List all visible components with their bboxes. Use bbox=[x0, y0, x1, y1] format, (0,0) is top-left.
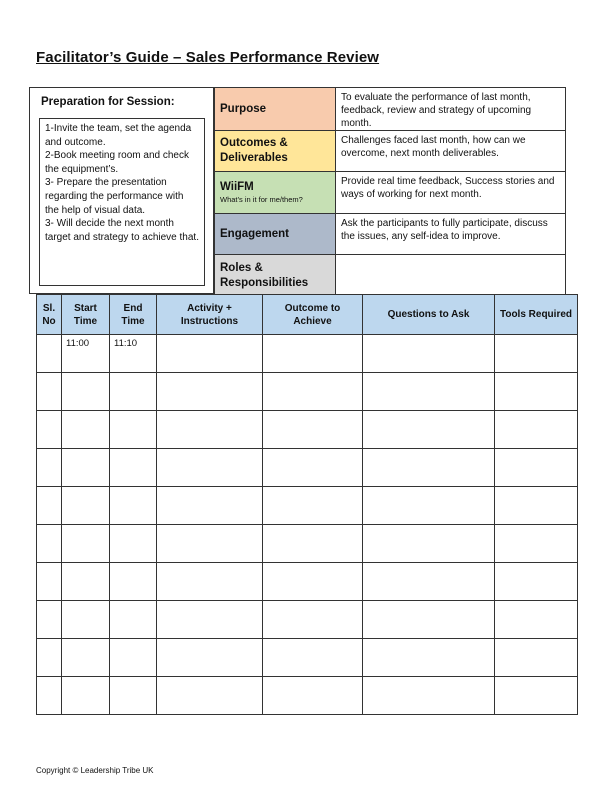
cell[interactable] bbox=[37, 639, 62, 677]
preparation-panel bbox=[29, 87, 214, 294]
cell[interactable] bbox=[157, 373, 263, 411]
cell[interactable] bbox=[495, 639, 578, 677]
cell[interactable] bbox=[37, 677, 62, 715]
start-time-cell[interactable]: 11:00 bbox=[62, 335, 110, 373]
cell[interactable] bbox=[62, 373, 110, 411]
info-row-engagement bbox=[215, 214, 566, 255]
cell[interactable] bbox=[157, 525, 263, 563]
outcomes-value: Challenges faced last month, how can we overcome, next month deliverables. bbox=[336, 131, 566, 172]
cell[interactable] bbox=[363, 677, 495, 715]
cell[interactable] bbox=[263, 411, 363, 449]
cell[interactable] bbox=[157, 487, 263, 525]
cell[interactable] bbox=[263, 677, 363, 715]
cell[interactable] bbox=[62, 449, 110, 487]
cell[interactable] bbox=[62, 411, 110, 449]
cell[interactable] bbox=[110, 601, 157, 639]
cell[interactable] bbox=[495, 411, 578, 449]
cell[interactable] bbox=[495, 601, 578, 639]
cell[interactable] bbox=[62, 487, 110, 525]
session-plan-table bbox=[36, 294, 578, 715]
page-title: Facilitator’s Guide – Sales Performance Review bbox=[36, 49, 380, 66]
cell[interactable] bbox=[363, 335, 495, 373]
cell[interactable] bbox=[495, 563, 578, 601]
cell[interactable] bbox=[37, 601, 62, 639]
cell[interactable] bbox=[37, 449, 62, 487]
cell[interactable] bbox=[263, 601, 363, 639]
cell[interactable] bbox=[157, 677, 263, 715]
cell[interactable] bbox=[157, 563, 263, 601]
cell[interactable] bbox=[363, 411, 495, 449]
cell[interactable] bbox=[363, 601, 495, 639]
header-sl-no: Sl. No bbox=[37, 295, 62, 335]
table-row bbox=[37, 373, 578, 411]
header-activity: Activity + Instructions bbox=[157, 295, 263, 335]
preparation-heading: Preparation for Session: bbox=[41, 96, 175, 108]
purpose-value: To evaluate the performance of last month, feedback, review and strategy of upcoming month. bbox=[336, 88, 566, 131]
table-row bbox=[37, 525, 578, 563]
cell[interactable] bbox=[110, 411, 157, 449]
info-row-wiifm bbox=[215, 172, 566, 214]
cell[interactable] bbox=[363, 487, 495, 525]
session-info-table bbox=[214, 87, 566, 297]
cell[interactable] bbox=[263, 487, 363, 525]
wiifm-cell bbox=[215, 172, 336, 214]
wiifm-sublabel: What’s in it for me/them? bbox=[220, 195, 303, 204]
table-row bbox=[37, 639, 578, 677]
cell[interactable] bbox=[363, 639, 495, 677]
cell[interactable] bbox=[263, 373, 363, 411]
cell[interactable] bbox=[495, 677, 578, 715]
cell[interactable] bbox=[62, 525, 110, 563]
cell[interactable] bbox=[110, 525, 157, 563]
info-row-purpose bbox=[215, 88, 566, 131]
header-questions: Questions to Ask bbox=[363, 295, 495, 335]
cell[interactable] bbox=[363, 449, 495, 487]
info-row-roles bbox=[215, 255, 566, 297]
header-end-time: End Time bbox=[110, 295, 157, 335]
cell[interactable] bbox=[37, 487, 62, 525]
preparation-step: 3- Prepare the presentation regarding the performance with the help of visual data. bbox=[45, 177, 184, 216]
cell[interactable] bbox=[157, 335, 263, 373]
table-row bbox=[37, 487, 578, 525]
cell[interactable] bbox=[110, 639, 157, 677]
cell[interactable] bbox=[62, 563, 110, 601]
cell[interactable] bbox=[37, 563, 62, 601]
table-row bbox=[37, 601, 578, 639]
cell[interactable] bbox=[110, 449, 157, 487]
purpose-label: Purpose bbox=[215, 88, 336, 131]
cell[interactable] bbox=[110, 487, 157, 525]
table-row bbox=[37, 411, 578, 449]
cell[interactable] bbox=[62, 601, 110, 639]
cell[interactable] bbox=[263, 639, 363, 677]
table-header-row bbox=[37, 295, 578, 335]
end-time-cell[interactable]: 11:10 bbox=[110, 335, 157, 373]
cell[interactable] bbox=[363, 563, 495, 601]
table-row bbox=[37, 677, 578, 715]
cell[interactable] bbox=[495, 487, 578, 525]
cell[interactable] bbox=[495, 525, 578, 563]
cell[interactable] bbox=[495, 449, 578, 487]
cell[interactable] bbox=[37, 373, 62, 411]
outcomes-label: Outcomes & Deliverables bbox=[215, 131, 336, 172]
cell[interactable] bbox=[110, 677, 157, 715]
cell[interactable] bbox=[495, 373, 578, 411]
table-row bbox=[37, 335, 578, 373]
roles-value bbox=[336, 255, 566, 297]
cell[interactable] bbox=[263, 335, 363, 373]
cell[interactable] bbox=[157, 639, 263, 677]
cell[interactable] bbox=[110, 373, 157, 411]
wiifm-label: WiiFM bbox=[220, 181, 254, 193]
cell[interactable] bbox=[157, 449, 263, 487]
cell[interactable] bbox=[263, 563, 363, 601]
preparation-step: 2-Book meeting room and check the equipment’s. bbox=[45, 150, 189, 175]
cell[interactable] bbox=[263, 449, 363, 487]
wiifm-value: Provide real time feedback, Success stories and ways of working for next month. bbox=[336, 172, 566, 214]
header-outcome: Outcome to Achieve bbox=[263, 295, 363, 335]
header-tools: Tools Required bbox=[495, 295, 578, 335]
cell[interactable] bbox=[495, 335, 578, 373]
cell[interactable] bbox=[37, 411, 62, 449]
cell[interactable] bbox=[110, 563, 157, 601]
roles-label: Roles & Responsibilities bbox=[215, 255, 336, 297]
header-start-time: Start Time bbox=[62, 295, 110, 335]
table-row bbox=[37, 449, 578, 487]
cell[interactable] bbox=[263, 525, 363, 563]
table-row bbox=[37, 563, 578, 601]
preparation-steps bbox=[39, 118, 205, 286]
cell[interactable] bbox=[62, 677, 110, 715]
cell[interactable] bbox=[62, 639, 110, 677]
preparation-step: 1-Invite the team, set the agenda and outcome. bbox=[45, 123, 192, 148]
cell[interactable] bbox=[157, 601, 263, 639]
copyright-footer: Copyright © Leadership Tribe UK bbox=[36, 766, 154, 775]
cell[interactable] bbox=[157, 411, 263, 449]
cell[interactable] bbox=[363, 373, 495, 411]
cell[interactable] bbox=[37, 335, 62, 373]
cell[interactable] bbox=[363, 525, 495, 563]
cell[interactable] bbox=[37, 525, 62, 563]
info-row-outcomes bbox=[215, 131, 566, 172]
engagement-label: Engagement bbox=[215, 214, 336, 255]
engagement-value: Ask the participants to fully participate, discuss the issues, any self-idea to improve. bbox=[336, 214, 566, 255]
preparation-step: 3- Will decide the next month target and strategy to achieve that. bbox=[45, 218, 199, 243]
